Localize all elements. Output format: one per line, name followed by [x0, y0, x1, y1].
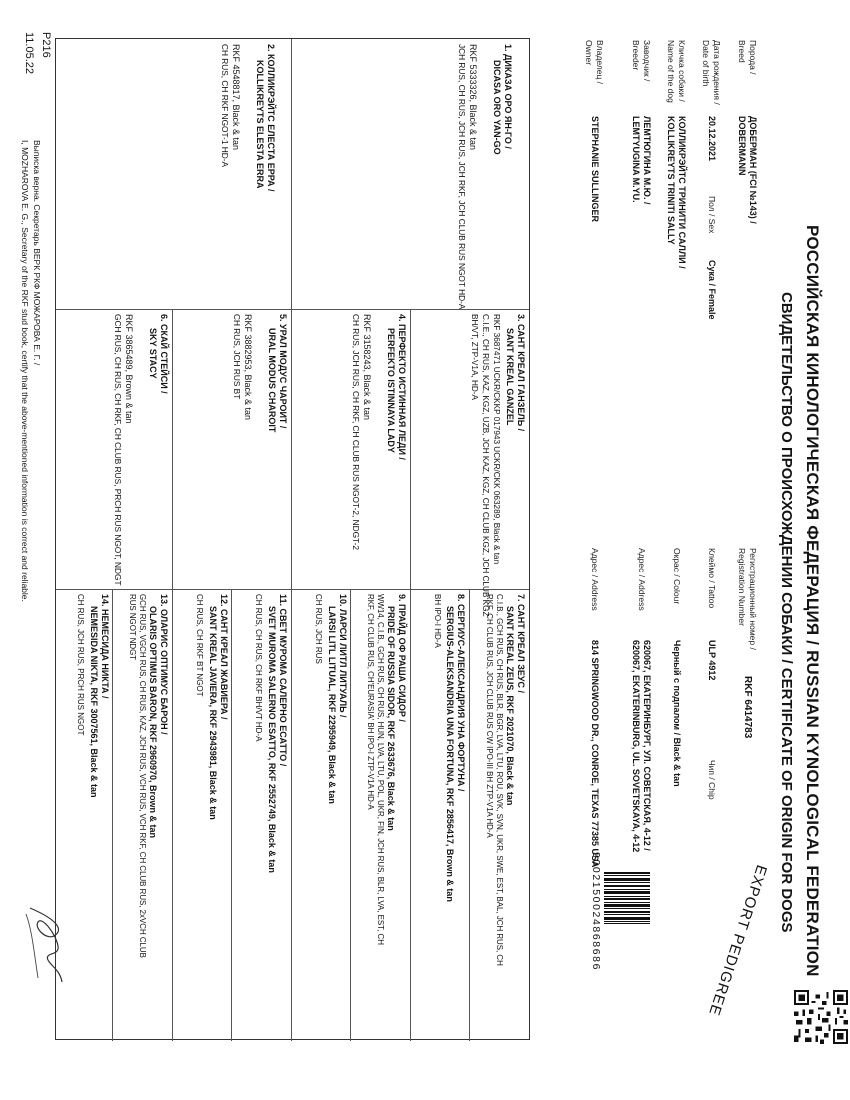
breeder-address-label: Адрес / Address — [637, 548, 647, 611]
colour-value: Черный с подпалом / Black & tan — [672, 640, 682, 787]
tattoo-value: ULP 4912 — [707, 640, 717, 681]
pedigree-name-ru: 12. САНТ КРЕАЛ ЖАВИЕРА / — [219, 594, 229, 720]
name-label-en: Name of the dog — [666, 40, 676, 103]
pedigree-titles: CH RUS, JCH RUS, CH RKF, CH CLUB RUS NGOT-2, NDGT-2 — [351, 314, 361, 551]
signature-icon — [22, 900, 68, 990]
breeder-label-ru: Заводчик / — [642, 40, 652, 82]
sex-label: Пол / Sex — [707, 196, 717, 234]
reg-label-en: Registration Number — [737, 548, 747, 626]
qr-code-icon — [794, 990, 848, 1044]
pedigree-reg: RKF 5333326, Black & tan — [468, 44, 478, 151]
pedigree-titles: CH RUS, JCH RUS BT — [232, 314, 242, 400]
pedigree-name-ru: 13. ОЛАРИС ОПТИМУС БАРОН / — [159, 594, 169, 735]
pedigree-titles: CH RUS, JCH RUS, PRCH RUS NGOT — [76, 594, 85, 736]
breeder-address-ru: 620067, ЕКАТЕРИНБУРГ, УЛ. СОВЕТСКАЯ, 4-12 / — [642, 640, 652, 851]
pedigree-name-en: KOLLIKREYTS ELESTA ERRA — [255, 60, 265, 189]
pedigree-titles: CH RUS, CH RKF BT NGOT — [195, 594, 204, 697]
pedigree-reg: RKF 4548817, Black & tan — [231, 44, 241, 151]
sex-value: Сука / Female — [707, 260, 717, 320]
pedigree-titles: GCH RUS, VGCH RUS, CH RUS, KAZ, JCH RUS, VCH RUS, VCH RKF, CH CLUB RUS, 2xVCH CLUB — [138, 594, 147, 958]
pedigree-titles: C.I.B., GCH RUS, CH RUS, BLR, BGR, LVA, LTU, ROU, SVK, SVN, UKR, SWE, EST, BAL, JCH RUS, CH — [495, 594, 504, 966]
dog-name-ru: КОЛЛИКРЭЙТС ТРИНИТИ САЛЛИ / — [677, 116, 687, 269]
pedigree-name-en: SVET MUROMA SALERNO ESATTO, RKF 2552749, Black & tan — [267, 606, 277, 873]
pedigree-name-en: SKY STACY — [148, 328, 158, 379]
certification-line-en: I, MOZHAROVA E. G., Secretary of the RKF stud book, certify that the above-mentioned information is correct and reliable. — [20, 140, 30, 602]
owner-address: 814 SPRINGWOOD DR., CONROE, TEXAS 77385 USA — [590, 640, 600, 868]
owner-label-en: Owner — [584, 40, 594, 66]
registration-number: RKF 6414783 — [742, 676, 753, 739]
pedigree-titles: GCH RUS, CH RUS, CH RKF, CH CLUB RUS, PRCH RUS NGOT, NDGT — [113, 314, 123, 586]
pedigree-name-en: LARSI LITL LITUAL, RKF 2295949, Black & tan — [327, 606, 337, 804]
breeder-name-ru: ЛЕМТЮГИНА М.Ю. / — [642, 116, 652, 205]
pedigree-titles: CH RUS, CH RKF NGOT-1 HD-A — [220, 44, 230, 168]
dob-label-en: Date of birth — [701, 40, 711, 87]
pedigree-name-ru: 8. СЕРГИУС-АЛЕКСАНДРИЯ УНА ФОРТУНА / — [456, 594, 466, 792]
pedigree-name-ru: 10. ЛАРСИ ЛИТЛ ЛИТУАЛЬ / — [338, 594, 348, 718]
issue-date: 11.05.22 — [23, 32, 35, 75]
pedigree-reg: RKF 3158243, Black & tan — [362, 314, 372, 421]
breed-value-en: DOBERMANN — [737, 116, 747, 176]
pedigree-titles: RKF, CH CLUB RUS, JCH CLUB RUS CW IPO-III BH ZTP-V1A HD-A — [485, 594, 494, 838]
pedigree-name-ru: 11. СВЕТ МУРОМА САЛЕРНО ЕСАТТО / — [278, 594, 288, 767]
breed-value-ru: ДОБЕРМАН (FCI №143) / — [748, 116, 758, 224]
pedigree-name-ru: 4. ПЕРФЕКТО ИСТИННАЯ ЛЕДИ / — [397, 314, 407, 460]
pedigree-name-en: NEMESIDA NIKTA, RKF 3007561, Black & tan — [89, 606, 99, 798]
pedigree-titles: JCH RUS, CH RUS, JCH RUS, JCH RKF, JCH CLUB RUS NGOT HD-A — [457, 44, 467, 310]
certification-line-ru: Выписка верна. Секретарь ВЕРК РКФ МОЖАРОВА Е. Г. / — [32, 140, 42, 366]
pedigree-name-en: DICASA ORO YAN-GO — [492, 60, 502, 155]
pedigree-titles: RUS NGOT NDGT — [128, 594, 137, 661]
pedigree-name-en: SANT KREAL ZEUS, RKF 2021070, Black & tan — [505, 606, 515, 806]
pedigree-name-en: PERFEKTO ISTINNAYA LADY — [386, 328, 396, 453]
pedigree-titles: BH/VT, ZTP-V1A, HD-A — [470, 314, 479, 400]
pedigree-reg: RKF 3865489, Brown & tan — [124, 314, 134, 424]
pedigree-name-en: SANT KREAL JAVIERA, RKF 2943981, Black & tan — [208, 606, 218, 820]
pedigree-titles: WW14, C.I.B., GCH RUS, CH RUS, HUN, LVA, LTU, POL, UKR, FIN, JCH RUS, BLR, LVA, EST, CH — [376, 594, 385, 945]
dob-label-ru: Дата рождения / — [712, 40, 722, 105]
pedigree-name-ru: 14. НЕМЕСИДА НИКТА / — [100, 594, 110, 699]
pedigree-name-en: SERGIUS-ALEKSANDRIA UNA FORTUNA, RKF 2856417, Brown & tan — [445, 606, 455, 902]
pedigree-reg: RKF 3687471 UCKR/CKKP 017943 UCKR/CKK 063289, Black & tan — [492, 314, 501, 565]
date-of-birth: 20.12.2021 — [707, 116, 717, 162]
pedigree-name-ru: 7. САНТ КРЕАЛ ЗЕУС / — [516, 594, 526, 693]
form-code: P216 — [40, 32, 52, 58]
pedigree-name-en: OLARIS OPTIMUS BARON, RKF 2960970, Brown & tan — [148, 606, 158, 839]
pedigree-name-en: PRIDE OF RUSSIA SIDOR, RKF 2633676, Black & tan — [386, 606, 396, 831]
tattoo-label: Клеймо / Tattoo — [707, 548, 717, 609]
pedigree-titles: RKF, CH CLUB RUS, CH'EURASIA' BH IPO-I ZTP-V1A HD-A — [366, 594, 375, 810]
pedigree-name-ru: 2. КОЛЛИКРЭЙТС ЕЛЕСТА ЕРРА / — [266, 44, 276, 192]
pedigree-name-ru: 1. ДИКАЗА ОРО ЯН-ГО / — [503, 44, 513, 149]
pedigree-name-en: URAL MODUS CHAROIT — [267, 328, 277, 433]
name-label-ru: Кличка собаки / — [677, 40, 687, 102]
pedigree-reg: RKF 3882953, Black & tan — [243, 314, 253, 421]
pedigree-titles: BH IPO-I HD-A — [433, 594, 442, 648]
pedigree-name-ru: 9. ПРАЙД ОФ РАША СИДОР / — [397, 594, 407, 722]
pedigree-titles: CH RUS, CH RUS, CH RKF BH/VT HD-A — [254, 594, 263, 742]
dog-name-en: KOLLIKREYTS TRINITI SALLY — [666, 116, 676, 245]
document-title: РОССИЙСКАЯ КИНОЛОГИЧЕСКАЯ ФЕДЕРАЦИЯ / RUSSIAN KYNOLOGICAL FEDERATION — [803, 225, 822, 977]
pedigree-name-en: SANT KREAL GANZEL — [505, 328, 515, 426]
chip-label: Чип / Chip — [707, 760, 717, 800]
pedigree-name-ru: 5. УРАЛ МОДУС ЧАРОИТ / — [278, 314, 288, 429]
owner-address-label: Адрес / Address — [590, 548, 600, 611]
owner-label-ru: Владелец / — [595, 40, 605, 85]
colour-label: Окрас / Colour — [672, 548, 682, 605]
pedigree-titles: C.I.E., CH RUS, KAZ, KGZ, UZB, JCH KAZ, KGZ, CH CLUB KGZ, JCH CLUB KGZ — [481, 314, 490, 617]
breeder-label-en: Breeder — [631, 40, 641, 71]
breeder-address-en: 620067, EKATERINBURG, UL. SOVETSKAYA, 4-12 — [631, 640, 641, 853]
owner-name: STEPHANIE SULLINGER — [590, 116, 600, 223]
breed-label-ru: Порода / — [748, 40, 758, 75]
barcode-number: 9002150024868686 — [590, 852, 602, 972]
document-subtitle: СВИДЕТЕЛЬСТВО О ПРОИСХОЖДЕНИИ СОБАКИ / CERTIFICATE OF ORIGIN FOR DOGS — [778, 292, 795, 933]
pedigree-name-ru: 6. СКАЙ СТЕЙСИ / — [159, 314, 169, 394]
pedigree-name-ru: 3. САНТ КРЕАЛ ГАНЗЕЛЬ / — [516, 314, 526, 432]
breed-label-en: Breed — [737, 40, 747, 63]
breeder-name-en: LEMTYUGINA M.YU. — [631, 116, 641, 203]
reg-label-ru: Регистрационный номер / — [748, 548, 758, 650]
barcode-icon — [604, 872, 650, 924]
pedigree-titles: CH RUS, JCH RUS — [314, 594, 323, 664]
export-pedigree-label: EXPORT PEDIGREE — [705, 862, 770, 1019]
